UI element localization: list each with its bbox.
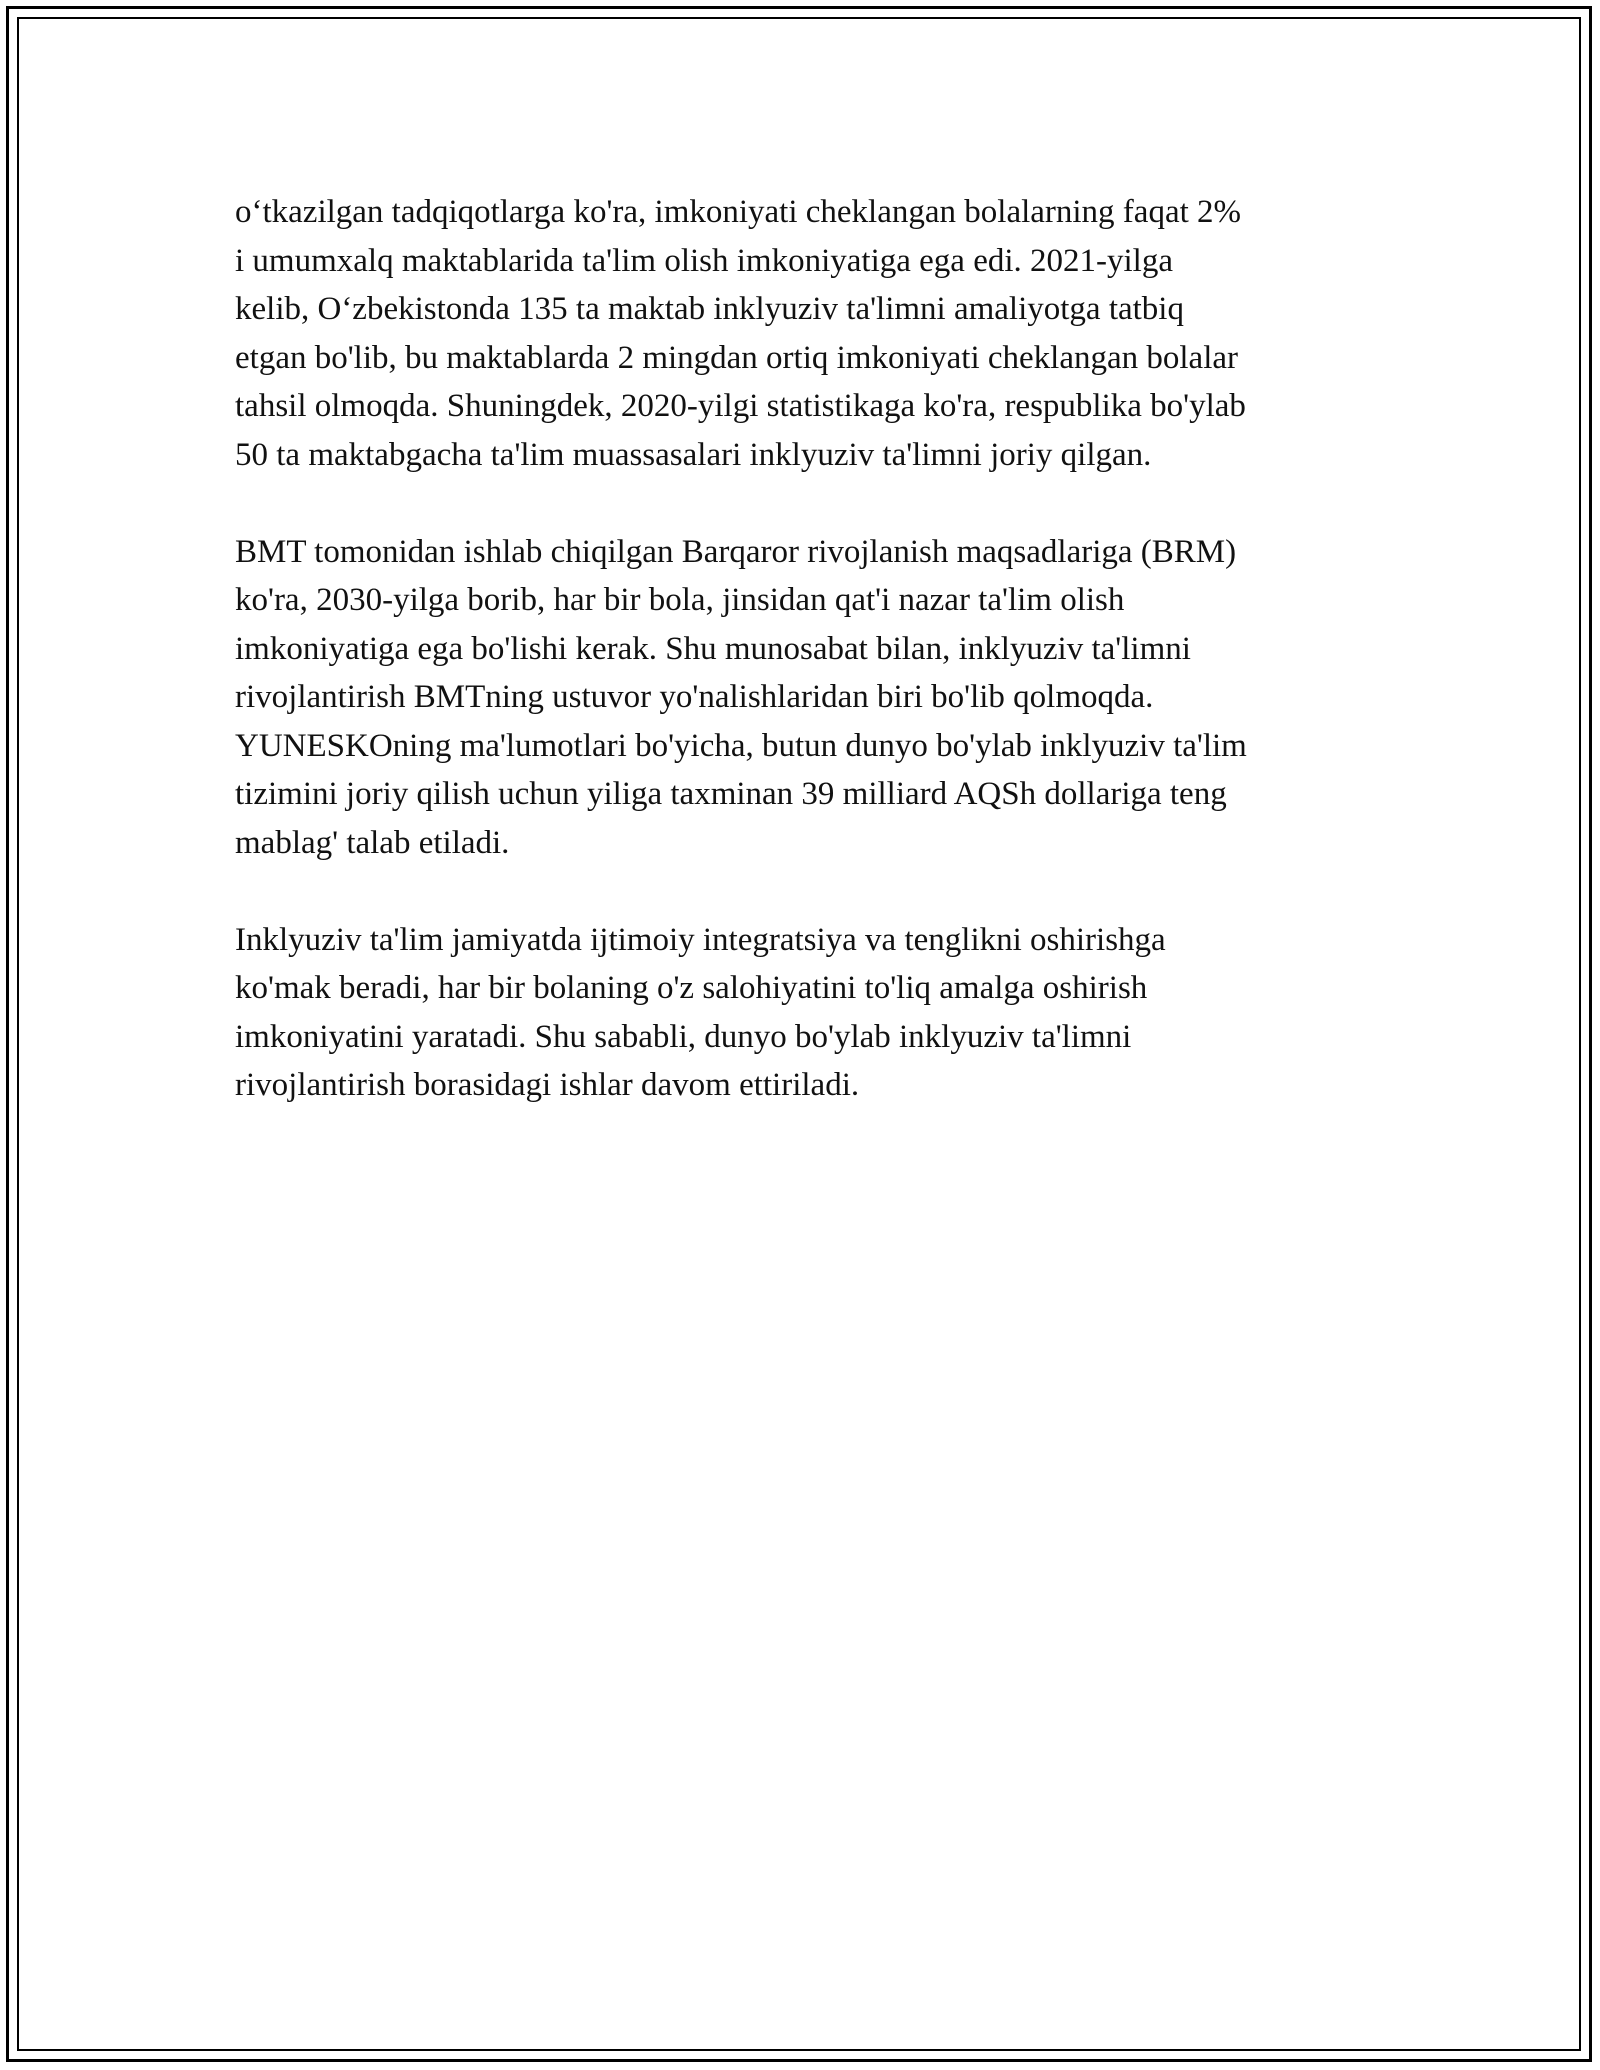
paragraph-1: o‘tkazilgan tadqiqotlarga ko'ra, imkoniyati cheklangan bolalarning faqat 2% i umumxalq maktablarida ta'lim olish imkoniyatiga ega edi. 2021-yilga kelib, O‘zbekistonda 135 ta maktab inklyuziv ta'limni amaliyotga tatbiq etgan bo'lib, bu maktablarda 2 mingdan ortiq imkoniyati cheklangan bolalar tahsil olmoqda. Shuningdek, 2020-yilgi statistikaga ko'ra, respublika bo'ylab 50 ta maktabgacha ta'lim muassasalari inklyuziv ta'limni joriy qilgan. bbox=[235, 194, 1246, 473]
paragraph-2: BMT tomonidan ishlab chiqilgan Barqaror rivojlanish maqsadlariga (BRM) ko'ra, 2030-yilga borib, har bir bola, jinsidan qat'i nazar ta'lim olish imkoniyatiga ega bo'lishi kerak. Shu munosabat bilan, inklyuziv ta'limni rivojlantirish BMTning ustuvor yo'nalishlaridan biri bo'lib qolmoqda. YUNESKOning ma'lumotlari bo'yicha, butun dunyo bo'ylab inklyuziv ta'lim tizimini joriy qilish uchun yiliga taxminan 39 milliard AQSh dollariga teng mablag' talab etiladi. bbox=[235, 533, 1247, 861]
document-body bbox=[235, 188, 1385, 1158]
paragraph-3: Inklyuziv ta'lim jamiyatda ijtimoiy integratsiya va tenglikni oshirishga ko'mak beradi, har bir bolaning o'z salohiyatini to'liq amalga oshirish imkoniyatini yaratadi. Shu sababli, dunyo bo'ylab inklyuziv ta'limni rivojlantirish borasidagi ishlar davom ettiriladi. bbox=[235, 921, 1166, 1103]
